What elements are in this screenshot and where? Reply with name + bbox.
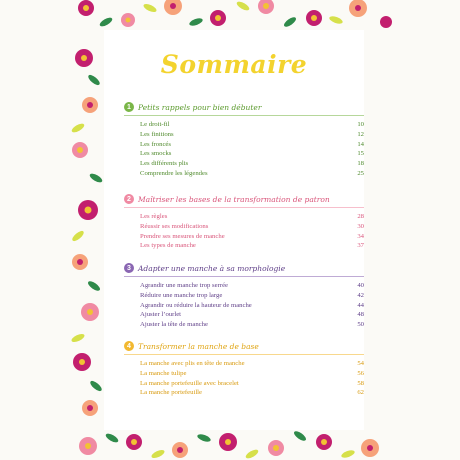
section-number-badge: 3 xyxy=(124,263,134,273)
entry-label: Les types de manche xyxy=(140,242,196,250)
toc-entry[interactable] xyxy=(140,359,364,369)
floral-border-bottom xyxy=(68,430,392,460)
section-header xyxy=(124,193,364,205)
section-title[interactable]: Adapter une manche à sa morphologie xyxy=(138,263,286,273)
toc-entry[interactable] xyxy=(140,212,364,222)
toc-entry[interactable] xyxy=(140,140,364,150)
entry-page: 58 xyxy=(357,379,364,387)
entry-page: 25 xyxy=(357,169,364,177)
entry-label: Les finitions xyxy=(140,130,174,138)
section-number-badge: 4 xyxy=(124,341,134,351)
entry-page: 54 xyxy=(357,360,364,367)
entry-page: 56 xyxy=(357,369,364,377)
toc-entry[interactable] xyxy=(140,281,364,291)
entry-label: La manche tulipe xyxy=(140,369,187,377)
section-header xyxy=(124,340,364,352)
floral-border-top xyxy=(68,0,392,30)
section-header xyxy=(124,262,364,274)
entry-label: Réussir ses modifications xyxy=(140,222,209,230)
entry-page: 30 xyxy=(357,222,364,230)
toc-entry[interactable] xyxy=(140,291,364,301)
toc-entry[interactable] xyxy=(140,130,364,140)
entry-label: Le droit-fil xyxy=(140,121,170,128)
entry-label: Les règles xyxy=(140,213,168,220)
entry-page: 15 xyxy=(357,150,364,158)
toc-entry[interactable] xyxy=(140,379,364,389)
toc-entry[interactable] xyxy=(140,310,364,320)
toc-entry[interactable] xyxy=(140,149,364,159)
entry-page: 42 xyxy=(357,291,364,299)
toc-entry[interactable] xyxy=(140,301,364,311)
toc-entry[interactable] xyxy=(140,159,364,169)
entry-label: Agrandir ou réduire la hauteur de manche xyxy=(140,301,252,309)
toc-section-4 xyxy=(124,340,364,398)
entry-label: Réduire une manche trop large xyxy=(140,291,223,299)
entry-label: La manche portefeuille avec bracelet xyxy=(140,379,239,387)
entry-label: La manche avec plis en tête de manche xyxy=(140,360,245,367)
section-number-badge: 2 xyxy=(124,194,134,204)
entry-page: 28 xyxy=(357,213,364,220)
toc-section-1 xyxy=(124,101,364,179)
entry-page: 40 xyxy=(357,282,364,289)
entry-page: 50 xyxy=(357,321,364,329)
toc-entry[interactable] xyxy=(140,241,364,251)
toc-entry[interactable] xyxy=(140,232,364,242)
toc-section-2 xyxy=(124,193,364,251)
section-divider xyxy=(124,276,364,277)
toc-entry[interactable] xyxy=(140,388,364,398)
entry-label: Les smocks xyxy=(140,150,172,158)
page-title: Sommaire xyxy=(160,50,308,79)
toc-entry[interactable] xyxy=(140,320,364,330)
section-title[interactable]: Petits rappels pour bien débuter xyxy=(138,102,262,112)
section-number-badge: 1 xyxy=(124,102,134,112)
entry-label: Agrandir une manche trop serrée xyxy=(140,282,229,289)
entry-page: 18 xyxy=(357,160,364,168)
entry-label: Prendre ses mesures de manche xyxy=(140,232,225,240)
toc-entry[interactable] xyxy=(140,169,364,179)
toc-entry[interactable] xyxy=(140,369,364,379)
entry-page: 44 xyxy=(357,301,364,309)
entry-page: 12 xyxy=(357,130,364,138)
entry-label: Ajuster l’ourlet xyxy=(140,311,182,319)
entry-label: Les différents plis xyxy=(140,160,189,168)
entry-label: Ajuster la tête de manche xyxy=(140,321,208,329)
toc-entry[interactable] xyxy=(140,120,364,130)
section-title[interactable]: Maîtriser les bases de la transformation de patron xyxy=(138,194,330,204)
entry-page: 48 xyxy=(357,311,364,319)
leaf-icon xyxy=(70,73,103,393)
flower-icon xyxy=(78,0,392,28)
section-divider xyxy=(124,207,364,208)
entry-page: 14 xyxy=(357,140,364,148)
toc-entry[interactable] xyxy=(140,222,364,232)
toc-section-3 xyxy=(124,262,364,330)
entry-label: Comprendre les légendes xyxy=(140,169,208,177)
section-divider xyxy=(124,115,364,116)
section-divider xyxy=(124,354,364,355)
flower-icon xyxy=(79,433,379,458)
entry-page: 62 xyxy=(357,389,364,397)
floral-border-left xyxy=(68,0,104,460)
entry-label: La manche portefeuille xyxy=(140,389,203,397)
entry-page: 10 xyxy=(357,121,364,128)
section-title[interactable]: Transformer la manche de base xyxy=(138,341,259,351)
entry-label: Les froncés xyxy=(140,140,172,148)
entry-page: 37 xyxy=(357,242,364,250)
entry-page: 34 xyxy=(357,232,364,240)
flower-icon xyxy=(72,49,99,416)
section-header xyxy=(124,101,364,113)
